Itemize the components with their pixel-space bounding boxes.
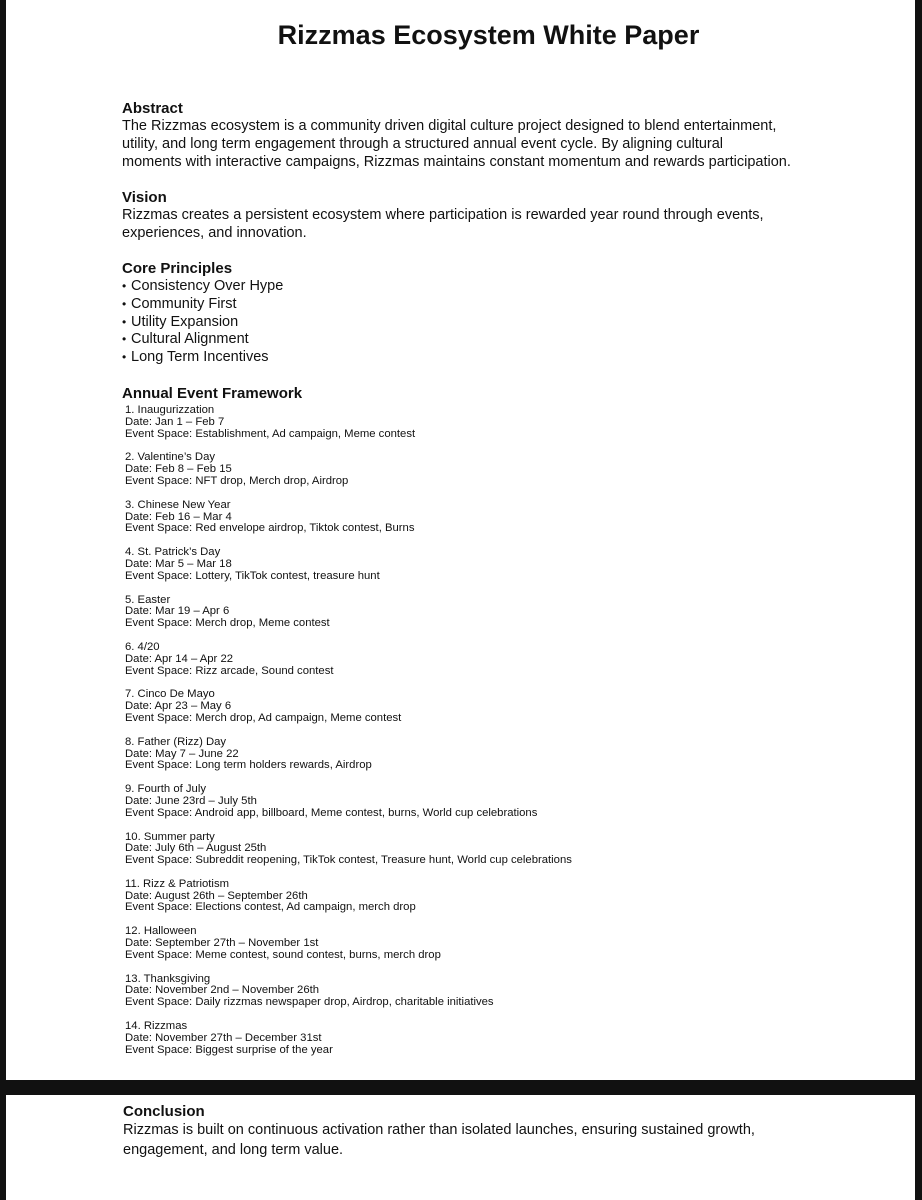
event-space: Event Space: Merch drop, Meme contest bbox=[125, 617, 330, 630]
vision-text bbox=[122, 206, 822, 242]
event-date: Date: Jan 1 – Feb 7 bbox=[125, 415, 225, 428]
event-name: 7. Cinco De Mayo bbox=[125, 688, 215, 701]
event-name: 4. St. Patrick’s Day bbox=[125, 546, 221, 559]
vision-section bbox=[122, 189, 822, 242]
event-name: 11. Rizz & Patriotism bbox=[125, 877, 229, 890]
event-space: Event Space: Biggest surprise of the year bbox=[125, 1043, 333, 1056]
event-item bbox=[125, 974, 822, 1009]
principle-item: • Cultural Alignment bbox=[122, 331, 822, 349]
event-date: Date: Mar 5 – Mar 18 bbox=[125, 557, 232, 570]
core-principles-list bbox=[122, 278, 822, 367]
event-date: Date: Mar 19 – Apr 6 bbox=[125, 605, 230, 618]
event-item bbox=[125, 784, 822, 819]
event-item bbox=[125, 926, 822, 961]
vision-line: experiences, and innovation. bbox=[122, 225, 307, 241]
event-name: 13. Thanksgiving bbox=[125, 972, 211, 985]
event-date: Date: July 6th – August 25th bbox=[125, 842, 267, 855]
event-name: 3. Chinese New Year bbox=[125, 498, 231, 511]
abstract-line: utility, and long term engagement through a structured annual event cycle. By aligning cultural bbox=[122, 136, 724, 152]
event-space: Event Space: Merch drop, Ad campaign, Meme contest bbox=[125, 711, 402, 724]
event-date: Date: Apr 23 – May 6 bbox=[125, 700, 232, 713]
document-page-1 bbox=[6, 0, 915, 1080]
core-principles-section bbox=[122, 260, 822, 367]
event-space: Event Space: NFT drop, Merch drop, Airdrop bbox=[125, 474, 349, 487]
event-space: Event Space: Long term holders rewards, Airdrop bbox=[125, 759, 372, 772]
event-item bbox=[125, 500, 822, 535]
event-space: Event Space: Red envelope airdrop, Tiktok contest, Burns bbox=[125, 522, 415, 535]
event-name: 6. 4/20 bbox=[125, 640, 160, 653]
event-date: Date: May 7 – June 22 bbox=[125, 747, 239, 760]
event-name: 2. Valentine’s Day bbox=[125, 451, 216, 464]
event-item bbox=[125, 642, 822, 677]
event-space: Event Space: Rizz arcade, Sound contest bbox=[125, 664, 334, 677]
event-name: 1. Inaugurizzation bbox=[125, 403, 215, 416]
event-space: Event Space: Establishment, Ad campaign, Meme contest bbox=[125, 427, 416, 440]
event-item bbox=[125, 832, 822, 867]
conclusion-heading: Conclusion bbox=[123, 1103, 205, 1120]
event-item bbox=[125, 452, 822, 487]
event-item bbox=[125, 737, 822, 772]
event-date: Date: June 23rd – July 5th bbox=[125, 794, 257, 807]
event-list bbox=[125, 405, 822, 1056]
event-item bbox=[125, 547, 822, 582]
event-name: 5. Easter bbox=[125, 593, 171, 606]
event-item bbox=[125, 689, 822, 724]
event-name: 8. Father (Rizz) Day bbox=[125, 735, 227, 748]
event-space: Event Space: Meme contest, sound contest, burns, merch drop bbox=[125, 948, 441, 961]
event-date: Date: September 27th – November 1st bbox=[125, 937, 319, 950]
event-date: Date: August 26th – September 26th bbox=[125, 889, 308, 902]
abstract-line: The Rizzmas ecosystem is a community driven digital culture project designed to blend entertainment, bbox=[122, 118, 777, 134]
event-space: Event Space: Android app, billboard, Meme contest, burns, World cup celebrations bbox=[125, 806, 538, 819]
abstract-heading: Abstract bbox=[122, 100, 183, 117]
event-date: Date: Feb 8 – Feb 15 bbox=[125, 463, 232, 476]
core-principles-heading: Core Principles bbox=[122, 260, 233, 277]
event-item bbox=[125, 1021, 822, 1056]
annual-event-framework-section bbox=[122, 385, 822, 1056]
abstract-section bbox=[122, 100, 822, 171]
event-date: Date: November 27th – December 31st bbox=[125, 1031, 322, 1044]
event-date: Date: November 2nd – November 26th bbox=[125, 984, 320, 997]
event-item bbox=[125, 879, 822, 914]
event-space: Event Space: Subreddit reopening, TikTok contest, Treasure hunt, World cup celebrations bbox=[125, 854, 572, 867]
principle-item: • Utility Expansion bbox=[122, 314, 822, 332]
event-item bbox=[125, 405, 822, 440]
vision-line: Rizzmas creates a persistent ecosystem where participation is rewarded year round through events, bbox=[122, 207, 764, 223]
document-title: Rizzmas Ecosystem White Paper bbox=[277, 20, 700, 50]
event-name: 14. Rizzmas bbox=[125, 1020, 188, 1033]
event-name: 12. Halloween bbox=[125, 925, 197, 938]
event-name: 9. Fourth of July bbox=[125, 783, 206, 796]
event-space: Event Space: Lottery, TikTok contest, treasure hunt bbox=[125, 569, 380, 582]
principle-item: • Long Term Incentives bbox=[122, 349, 822, 367]
annual-event-framework-heading: Annual Event Framework bbox=[122, 384, 303, 402]
event-space: Event Space: Elections contest, Ad campaign, merch drop bbox=[125, 901, 416, 914]
conclusion-line: Rizzmas is built on continuous activation rather than isolated launches, ensuring sustained growth, bbox=[123, 1122, 755, 1138]
principle-item: • Community First bbox=[122, 296, 822, 314]
vision-heading: Vision bbox=[122, 189, 167, 206]
event-name: 10. Summer party bbox=[125, 830, 215, 843]
event-space: Event Space: Daily rizzmas newspaper drop, Airdrop, charitable initiatives bbox=[125, 996, 494, 1009]
conclusion-text bbox=[123, 1120, 823, 1160]
document-body bbox=[122, 100, 822, 1068]
principle-item: • Consistency Over Hype bbox=[122, 278, 822, 296]
document-page-2 bbox=[6, 1095, 915, 1200]
conclusion-line: engagement, and long term value. bbox=[123, 1142, 344, 1158]
abstract-text bbox=[122, 117, 822, 171]
abstract-line: moments with interactive campaigns, Rizzmas maintains constant momentum and rewards participation. bbox=[122, 154, 791, 170]
event-date: Date: Apr 14 – Apr 22 bbox=[125, 652, 234, 665]
conclusion-section bbox=[123, 1103, 823, 1160]
event-item bbox=[125, 595, 822, 630]
event-date: Date: Feb 16 – Mar 4 bbox=[125, 510, 232, 523]
